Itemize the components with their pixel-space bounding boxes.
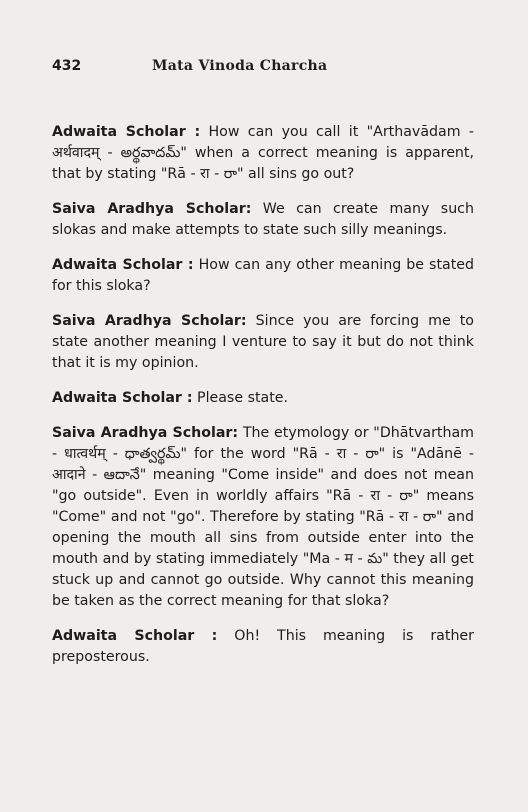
dialogue-paragraph bbox=[52, 388, 474, 409]
running-title: Mata Vinoda Charcha bbox=[152, 58, 328, 74]
dialogue-text: We can create many such slokas and make attempts to state such silly meanings. bbox=[52, 201, 474, 238]
page-header bbox=[52, 58, 476, 78]
dialogue-text: Oh! This meaning is rather preposterous. bbox=[52, 628, 474, 665]
dialogue-text: The etymology or "Dhātvartham - धात्वर्थम् - ధాత్వర్థమ్" for the word "Rā - रा - రా" is "Adānē - आदाने - ఆదానే" meaning "Come inside" and does not mean "go outside". Even in worldly affairs "Rā - रा - రా" means "Come" and not "go". Therefore by stating "Rā - रा - రా" and opening the mouth all sins from outside enter into the mouth and by stating immediately "Ma - म - మ" they all get stuck up and cannot go outside. Why cannot this meaning be taken as the correct meaning for that sloka? bbox=[52, 425, 474, 609]
dialogue-paragraph bbox=[52, 255, 474, 297]
dialogue-text: Please state. bbox=[197, 390, 289, 406]
dialogue-text: Since you are forcing me to state another meaning I venture to say it but do not think that it is my opinion. bbox=[52, 313, 474, 371]
dialogue-body bbox=[52, 122, 474, 682]
dialogue-paragraph bbox=[52, 311, 474, 374]
dialogue-paragraph bbox=[52, 626, 474, 668]
dialogue-text: How can you call it "Arthavādam - अर्थवादम् - అర్థవాదమ్" when a correct meaning is apparent, that by stating "Rā - रा - రా" all sins go out? bbox=[52, 124, 474, 182]
dialogue-text: How can any other meaning be stated for this sloka? bbox=[52, 257, 475, 294]
speaker-label: Adwaita Scholar : bbox=[52, 257, 194, 273]
dialogue-paragraph bbox=[52, 199, 474, 241]
speaker-label: Saiva Aradhya Scholar: bbox=[52, 425, 239, 441]
dialogue-paragraph bbox=[52, 122, 474, 185]
page-number: 432 bbox=[52, 58, 82, 74]
speaker-label: Saiva Aradhya Scholar: bbox=[52, 201, 252, 217]
speaker-label: Saiva Aradhya Scholar: bbox=[52, 313, 247, 329]
dialogue-paragraph bbox=[52, 423, 474, 612]
speaker-label: Adwaita Scholar : bbox=[52, 628, 218, 644]
speaker-label: Adwaita Scholar : bbox=[52, 124, 201, 140]
speaker-label: Adwaita Scholar : bbox=[52, 390, 193, 406]
